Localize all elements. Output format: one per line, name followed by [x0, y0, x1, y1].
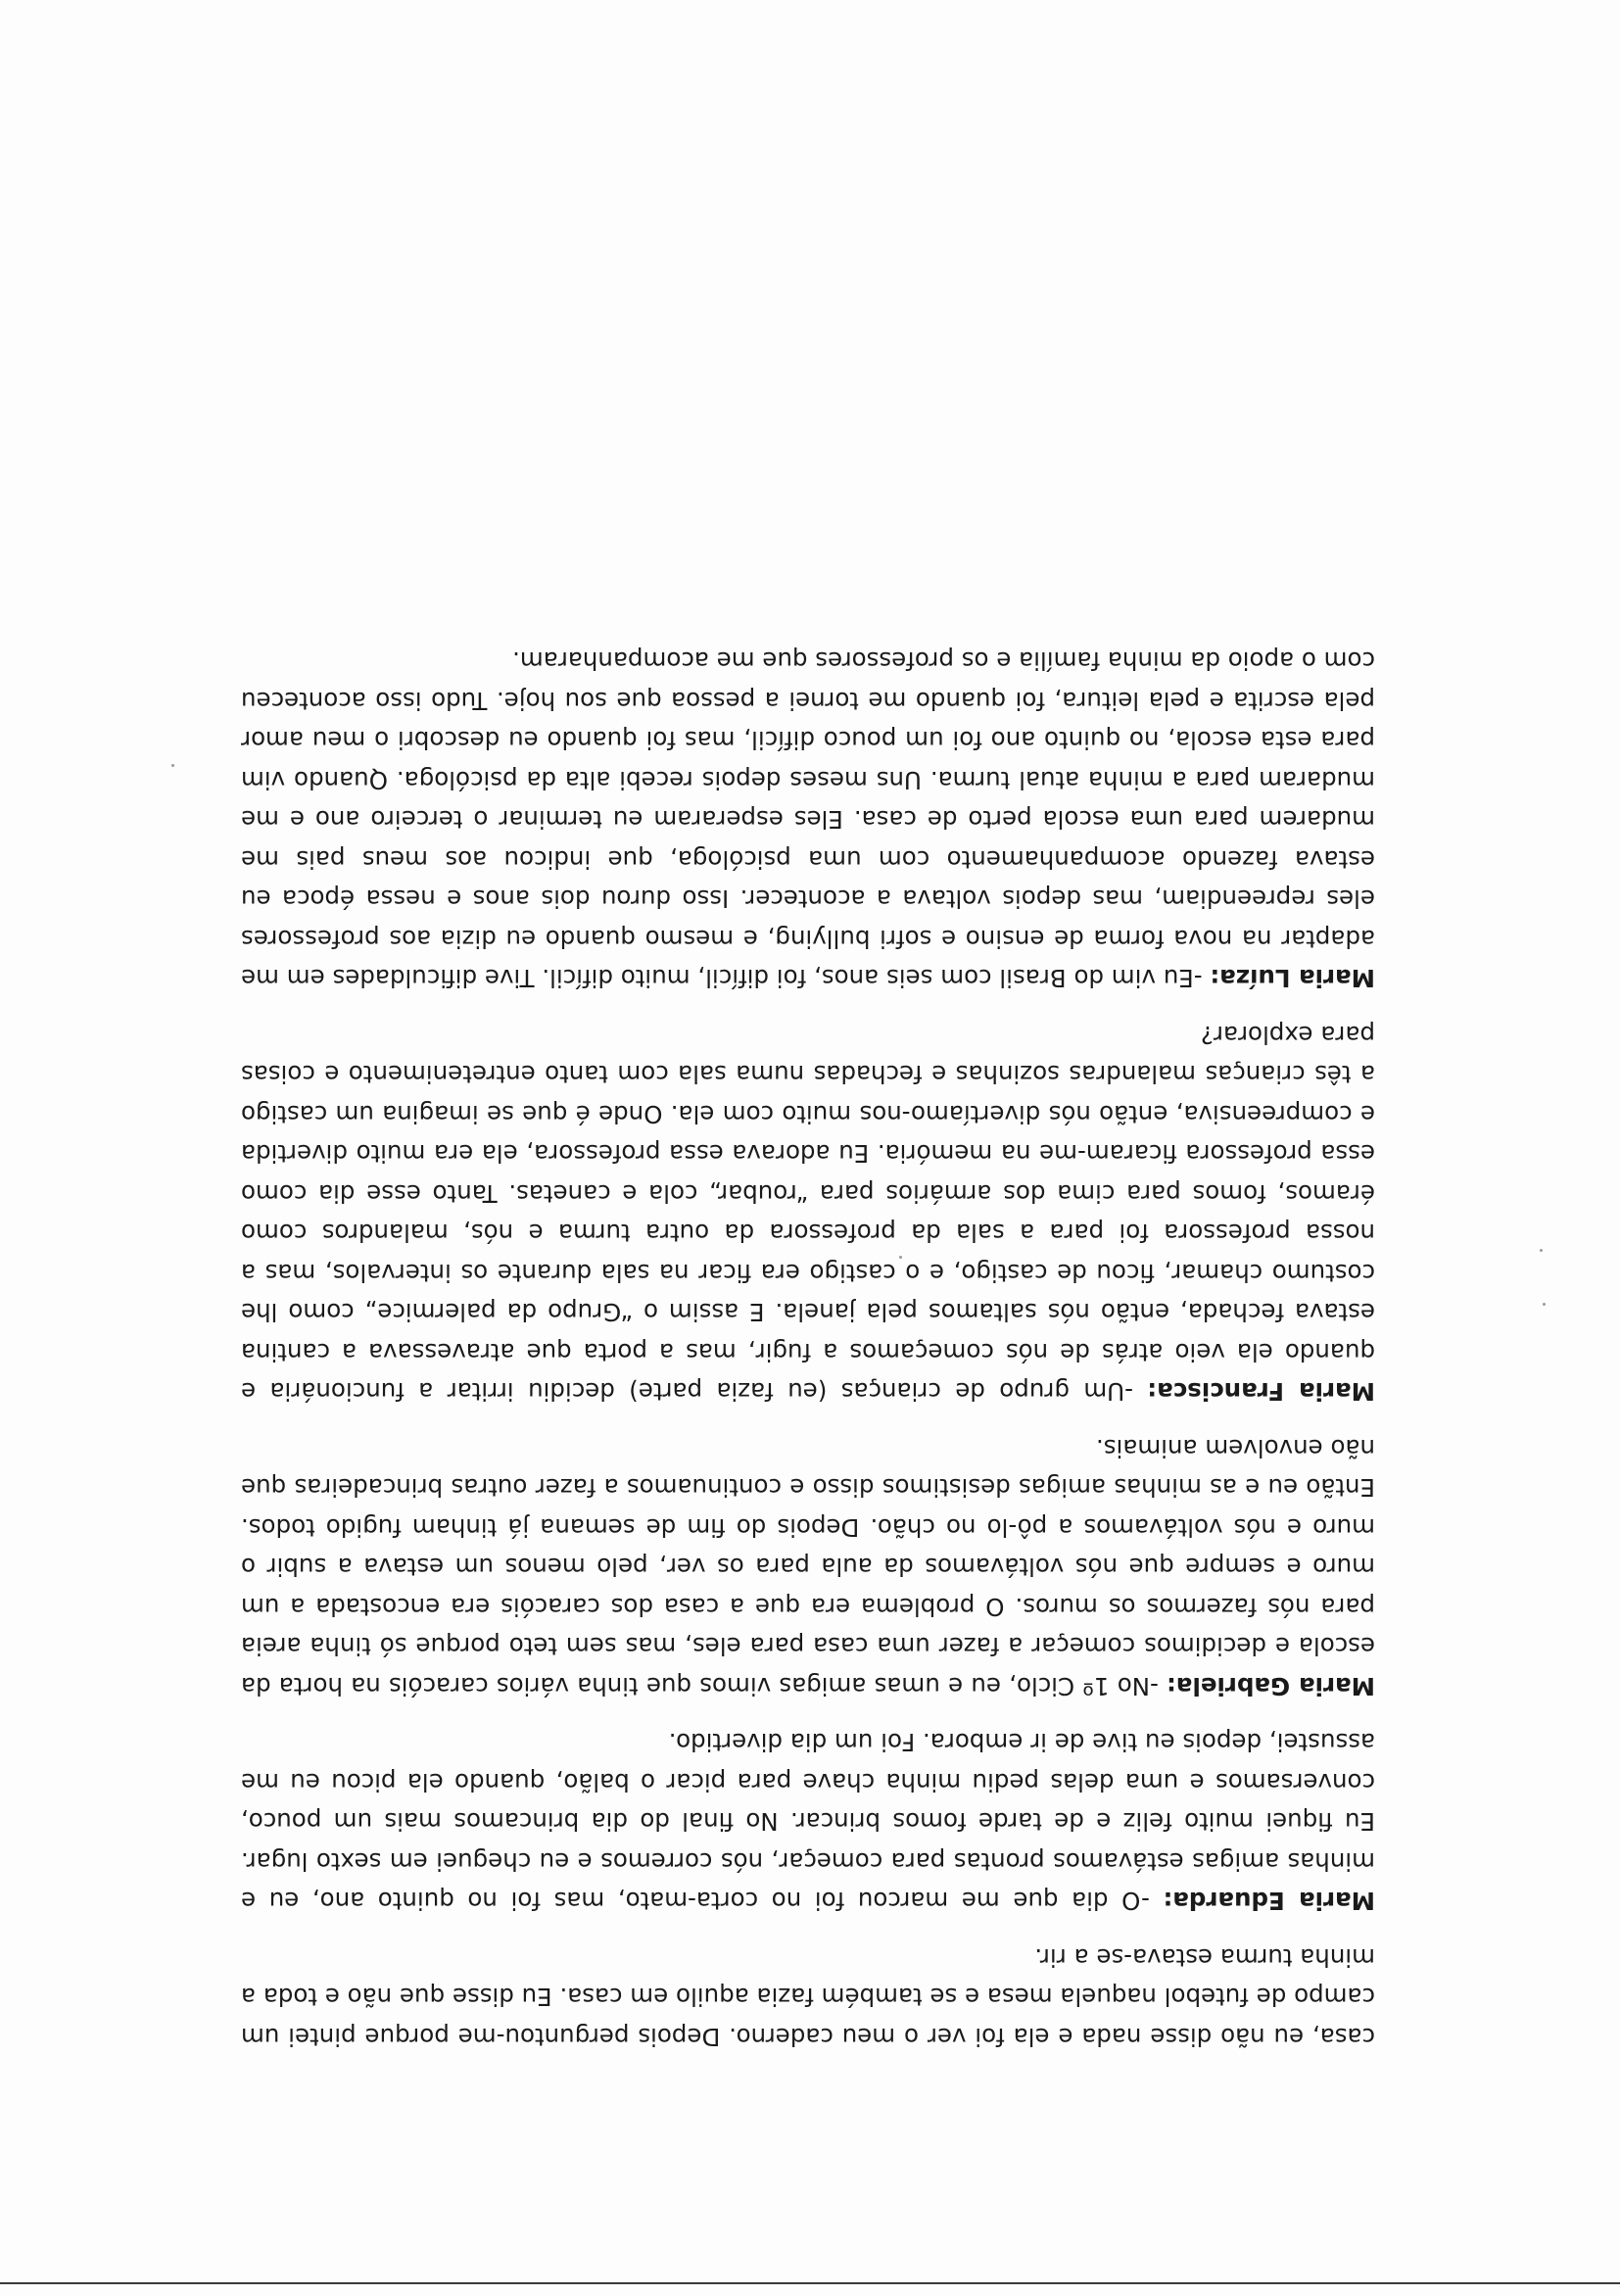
paragraph-text: -O dia que me marcou foi no corta-mato, mas foi no quinto ano, eu e minhas amigas estávamos prontas para começar, nós corremos e eu cheguei em sexto lugar. Eu fiquei muito feliz e de tarde fomos brincar. No final do dia brincamos mais um pouco, conversamos e uma delas pediu minha chave para picar o balão, quando ela picou eu me assustei, depois eu tive de ir embora. Foi um dia divertido.	[240, 1728, 1375, 1916]
paragraph-maria-gabriela	[241, 1428, 1375, 1706]
scan-speck	[899, 1256, 902, 1259]
paragraph-text: -Eu vim do Brasil com seis anos, foi difícil, muito difícil. Tive dificuldades em me adaptar na nova forma de ensino e sofri bullying, e mesmo quando eu dizia aos professores eles repreendiam, mas depois voltava a acontecer. Isso durou dois anos e nessa época eu estava fazendo acompanhamento com uma psicóloga, que indicou aos meus pais me mudarem para uma escola perto de casa. Eles esperaram eu terminar o terceiro ano e me mudaram para a minha atual turma. Uns meses depois recebi alta da psicóloga. Quando vim para esta escola, no quinto ano foi um pouco difícil, mas foi quando eu descobri o meu amor pela escrita e pela leitura, foi quando me tornei a pessoa que sou hoje. Tudo isso aconteceu com o apoio da minha família e os professores que me acompanharam.	[241, 646, 1375, 993]
scan-speck	[1543, 1303, 1546, 1306]
paragraph-continuation	[241, 1937, 1375, 2057]
paragraph-text: -Um grupo de crianças (eu fazia parte) decidiu irritar a funcionária e quando ela veio atrás de nós começamos a fugir, mas a porta que atravessava a cantina estava fechada, então nós saltamos pela janela. E assim o “Grupo da palermice„ como lhe costumo chamar, ficou de castigo, e o castigo era ficar na sala durante os intervalos, mas a nossa professora foi para a sala da professora da outra turma e nós, malandros como éramos, fomos para cima dos armários para “roubar„ cola e canetas. Tanto esse dia como essa professora ficaram-me na memória. Eu adorava essa professora, ela era muito divertida e compreensiva, então nós divertíamo-nos muito com ela. Onde é que se imagina um castigo a tês crianças malandras sozinhas e fechadas numa sala com tanto entretenimento e coisas para explorar?	[241, 1021, 1375, 1407]
paragraph-text: casa, eu não disse nada e ela foi ver o meu caderno. Depois perguntou-me porque pintei um campo de futebol naquela mesa e se também fazia aquilo em casa. Eu disse que não e toda a minha turma estava-se a rir.	[241, 1943, 1375, 2051]
speaker-name: Maria Eduarda:	[1163, 1887, 1375, 1916]
paragraph-maria-luiza	[241, 641, 1375, 998]
scan-speck	[171, 764, 174, 767]
speaker-name: Maria Luíza:	[1210, 964, 1375, 993]
scan-speck	[1540, 1249, 1543, 1252]
document-body	[241, 624, 1375, 2056]
speaker-name: Maria Francisca:	[1147, 1377, 1375, 1407]
paragraph-text: -No 1º Ciclo, eu e umas amigas vimos que tinha vários caracóis na horta da escola e decidimos começar a fazer uma casa para eles, mas sem teto porque só tinha areia para nós fazermos os muros. O problema era que a casa dos caracóis era encostada a um muro e sempre que nós voltávamos da aula para os ver, pelo menos um estava a subir o muro e nós voltávamos a pô-lo no chão. Depois do fim de semana já tinham fugido todos. Então eu e as minhas amigas desistimos disso e continuamos a fazer outras brincadeiras que não envolvem animais.	[241, 1434, 1375, 1700]
scan-edge-line	[0, 2282, 1620, 2284]
speaker-name: Maria Gabriela:	[1167, 1672, 1375, 1700]
paragraph-maria-francisca	[241, 1015, 1375, 1411]
paragraph-maria-eduarda	[241, 1722, 1375, 1921]
